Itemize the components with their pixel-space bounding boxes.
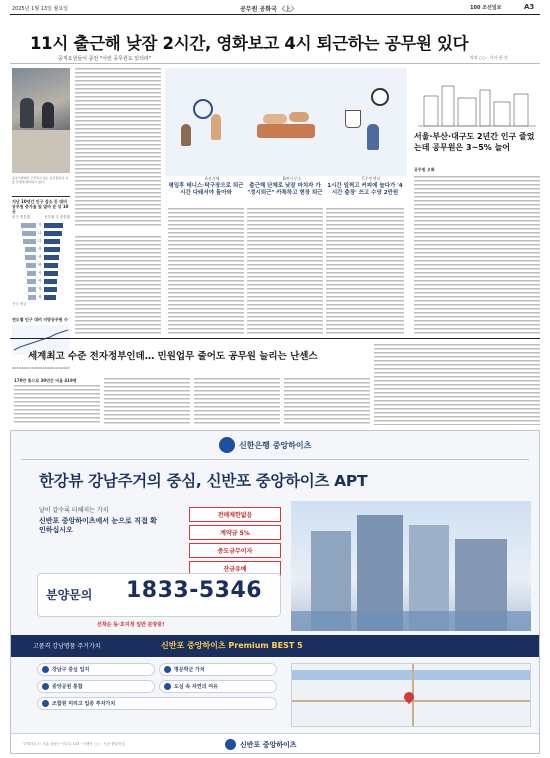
section2-col-4 — [284, 378, 370, 425]
chart-year-label: 2019 — [37, 367, 45, 370]
bar-officials — [44, 255, 59, 260]
ad-badge: 중도금무이자 — [189, 543, 281, 558]
bar-officials — [44, 263, 58, 268]
photo-desk — [12, 130, 70, 173]
quote-headline-3: 1시간 일찍고 커피에 놀다가 '4시간 출장' 쓰고 수당 2만원 — [327, 183, 403, 196]
news-photo — [12, 68, 70, 173]
section2-col-3 — [194, 378, 280, 425]
side-headline: 서울·부산·대구도 2년간 인구 줄었는데 공무원은 3~5% 늘어 — [414, 132, 535, 152]
figure — [367, 124, 379, 150]
chart-category: 차 — [38, 295, 42, 299]
bar-officials — [44, 239, 60, 244]
quote-headline-2: 출근해 단체로 낮잠 마치자 가 "정시퇴근" 카톡하고 현장 퇴근 — [247, 183, 323, 196]
chart-col-left: 인구 증감률 — [12, 215, 31, 219]
check-icon — [164, 683, 171, 690]
ad-badges — [189, 507, 281, 576]
bar-officials — [44, 279, 57, 284]
ad-footer-brand: 신반포 중앙하이츠 — [240, 741, 297, 749]
chart-category: 바 — [38, 263, 42, 267]
main-headline: 11시 출근해 낮잠 2시간, 영화보고 4시 퇴근하는 공무원 있다 — [30, 34, 469, 53]
byline: 각각 ○○ · 기사 한 건 — [470, 55, 508, 60]
bar-population — [21, 223, 36, 228]
chart-category: 나 — [38, 231, 42, 235]
chart-title: 지난 10년간 인구 감소 등 대비 공무원 증가율 및 얼마 순 상 10곳 — [12, 199, 69, 214]
chart-category: 가 — [38, 223, 42, 227]
bar-population — [26, 263, 36, 268]
ad-premium-bar — [11, 635, 540, 657]
river — [291, 611, 531, 631]
side-byline: 공무원 오화 — [414, 167, 435, 172]
chart-col-right: 공무원 수 증감률 — [44, 215, 70, 219]
cartoon-panel-3 — [327, 74, 401, 170]
ad-premium-left: 고품격 강남명품 주거가치 — [33, 643, 101, 650]
chart-category: 라 — [38, 247, 42, 251]
ad-feature: 도심 속 자연의 여유 — [159, 680, 277, 693]
ad-tagline-2: 신반포 중앙하이츠에서 눈으로 직접 확인하십시오 — [39, 517, 157, 534]
chart-category: 사 — [38, 271, 42, 275]
masthead-section: 공무원 공화국 〈上〉 — [240, 6, 297, 13]
chart-year-label: 2015 — [12, 367, 19, 370]
ad-badge: 전매제한없음 — [189, 507, 281, 522]
ad-top-brand: 신한은행 중앙하이츠 — [239, 441, 312, 450]
figure — [181, 124, 191, 146]
ad-feature: 중앙공원 통합 — [37, 680, 155, 693]
bar-population — [28, 287, 36, 292]
ad-phone-number: 1833-5346 — [126, 578, 263, 603]
quote-headline-1: 평일후 테니스·탁구장으로 퇴근시간 다돼서야 돌아와 — [168, 183, 244, 196]
section2-headline: 세계최고 수준 전자정부인데… 민원업무 줄어도 공무원 늘리는 난센스 — [28, 351, 318, 362]
chart-category: 아 — [38, 279, 42, 283]
ad-footer — [11, 733, 540, 754]
bar-officials — [44, 231, 62, 236]
check-icon — [164, 666, 171, 673]
bar-officials — [44, 223, 63, 228]
chart-category: 자 — [38, 287, 42, 291]
chart-row — [12, 278, 70, 285]
masthead-rule — [10, 14, 540, 15]
chart-row — [12, 230, 70, 237]
figure — [263, 114, 287, 124]
ad-footer-info: 모델하우스: 서울 강남구 언주로 123 · 시행사 ○○ · 시공 중앙건설 — [23, 742, 125, 746]
check-icon — [42, 683, 49, 690]
coffee-cup-icon — [345, 110, 361, 128]
headline-rule — [10, 63, 540, 64]
bar-population — [23, 239, 36, 244]
bar-population — [25, 247, 36, 252]
ad-logo — [219, 437, 235, 453]
masthead-date: 2025년 1월 13일 월요일 — [12, 6, 69, 12]
chart-category: 마 — [38, 255, 42, 259]
cartoon-panel-2 — [249, 74, 323, 170]
side-illustration — [414, 68, 540, 130]
article-col-4 — [247, 208, 323, 336]
chart-category: 다 — [38, 239, 42, 243]
illus-label-a: A지자체 — [205, 176, 220, 181]
ad-banner — [10, 430, 540, 754]
city-skyline — [414, 68, 540, 130]
section2-col-2 — [104, 378, 190, 425]
chart-year-label: 2023 — [63, 367, 70, 370]
article-col-5 — [326, 208, 404, 336]
section2-rule — [10, 338, 540, 339]
ad-badge: 잔금유예 — [189, 561, 281, 576]
bar-officials — [44, 287, 57, 292]
illus-label-c: C주민센터 — [362, 176, 381, 181]
masthead-paper: 100 조선일보 — [470, 5, 502, 11]
bar-population — [25, 255, 36, 260]
chart-row — [12, 254, 70, 261]
ad-top-rule — [21, 459, 529, 460]
check-icon — [42, 700, 49, 707]
article-col-1 — [75, 68, 161, 228]
chart-year-label: 2022 — [57, 367, 64, 370]
bar-population — [28, 295, 36, 300]
chart-bars — [12, 222, 70, 301]
figure — [211, 114, 221, 140]
bar-officials — [44, 295, 56, 300]
page-number: A3 — [524, 3, 535, 11]
chart-row — [12, 246, 70, 253]
photo-person — [20, 98, 34, 128]
chart-note: 전국 평균 — [12, 302, 27, 306]
chart-row — [12, 262, 70, 269]
clock-icon — [371, 88, 389, 106]
chart-year-label: 2017 — [24, 367, 32, 370]
bar-officials — [44, 247, 60, 252]
chart-year-label: 2016 — [18, 367, 25, 370]
chart-row — [12, 286, 70, 293]
bar-officials — [44, 271, 58, 276]
chart-row — [12, 222, 70, 229]
section2-col-5 — [374, 344, 540, 425]
couch — [257, 124, 315, 138]
chart-years — [12, 367, 70, 370]
check-icon — [42, 666, 49, 673]
bar-population — [22, 231, 36, 236]
ad-phone-label: 분양문의 — [46, 588, 93, 602]
ad-feature: 명문학군 가치 — [159, 663, 277, 676]
chart-row — [12, 270, 70, 277]
tennis-racket-icon — [193, 99, 213, 119]
chart-year-label: 2020 — [44, 367, 51, 370]
chart-year-label: 2021 — [50, 367, 58, 370]
cartoon-panel-1 — [171, 74, 245, 170]
chart-row — [12, 294, 70, 301]
chart-row — [12, 238, 70, 245]
ad-features — [37, 663, 277, 710]
ad-map — [291, 663, 531, 727]
subheadline: 공직요원들이 증언 "이런 공무원도 있더라" — [58, 56, 152, 62]
article-col-3 — [168, 208, 244, 336]
illustration-panel — [165, 68, 407, 176]
section2-lead: 170만 통으로 30년간 비율 419명 — [14, 378, 77, 383]
ad-feature: 조합원 미리고 입증 투자가치 — [37, 697, 277, 710]
ad-phone-note: 선착순 동·호지정 일반 분양중! — [97, 622, 165, 628]
chart-year-label: 2018 — [31, 367, 38, 370]
ad-phone-box[interactable] — [37, 573, 281, 617]
ad-building-image — [291, 501, 531, 631]
ad-feature: 강남구 중심 입지 — [37, 663, 155, 676]
chart-footer-title: 연도별 인구 대비 지방공무원 수 — [12, 317, 68, 322]
article-col-2 — [75, 236, 161, 336]
photo-caption: 공공기관에서 근무하고 있는 공무원들이 겨울 모임에 참여하고 있다. — [12, 176, 68, 184]
ad-title: 한강뷰 강남주거의 중심, 신반포 중앙하이츠 APT — [39, 472, 368, 490]
bar-population — [27, 279, 36, 284]
illus-label-b: B면사무소 — [283, 176, 302, 181]
ad-badge: 계약금 5% — [189, 525, 281, 540]
side-article — [414, 176, 540, 336]
figure — [289, 112, 309, 122]
ad-footer-logo — [225, 739, 236, 750]
ad-tagline-1: 날이 갈수록 더해지는 가치 — [39, 507, 109, 514]
bar-population — [27, 271, 36, 276]
photo-person — [42, 102, 54, 128]
ad-premium-title: 신반포 중앙하이츠 Premium BEST 5 — [161, 641, 303, 650]
section2-col-1 — [14, 385, 100, 425]
